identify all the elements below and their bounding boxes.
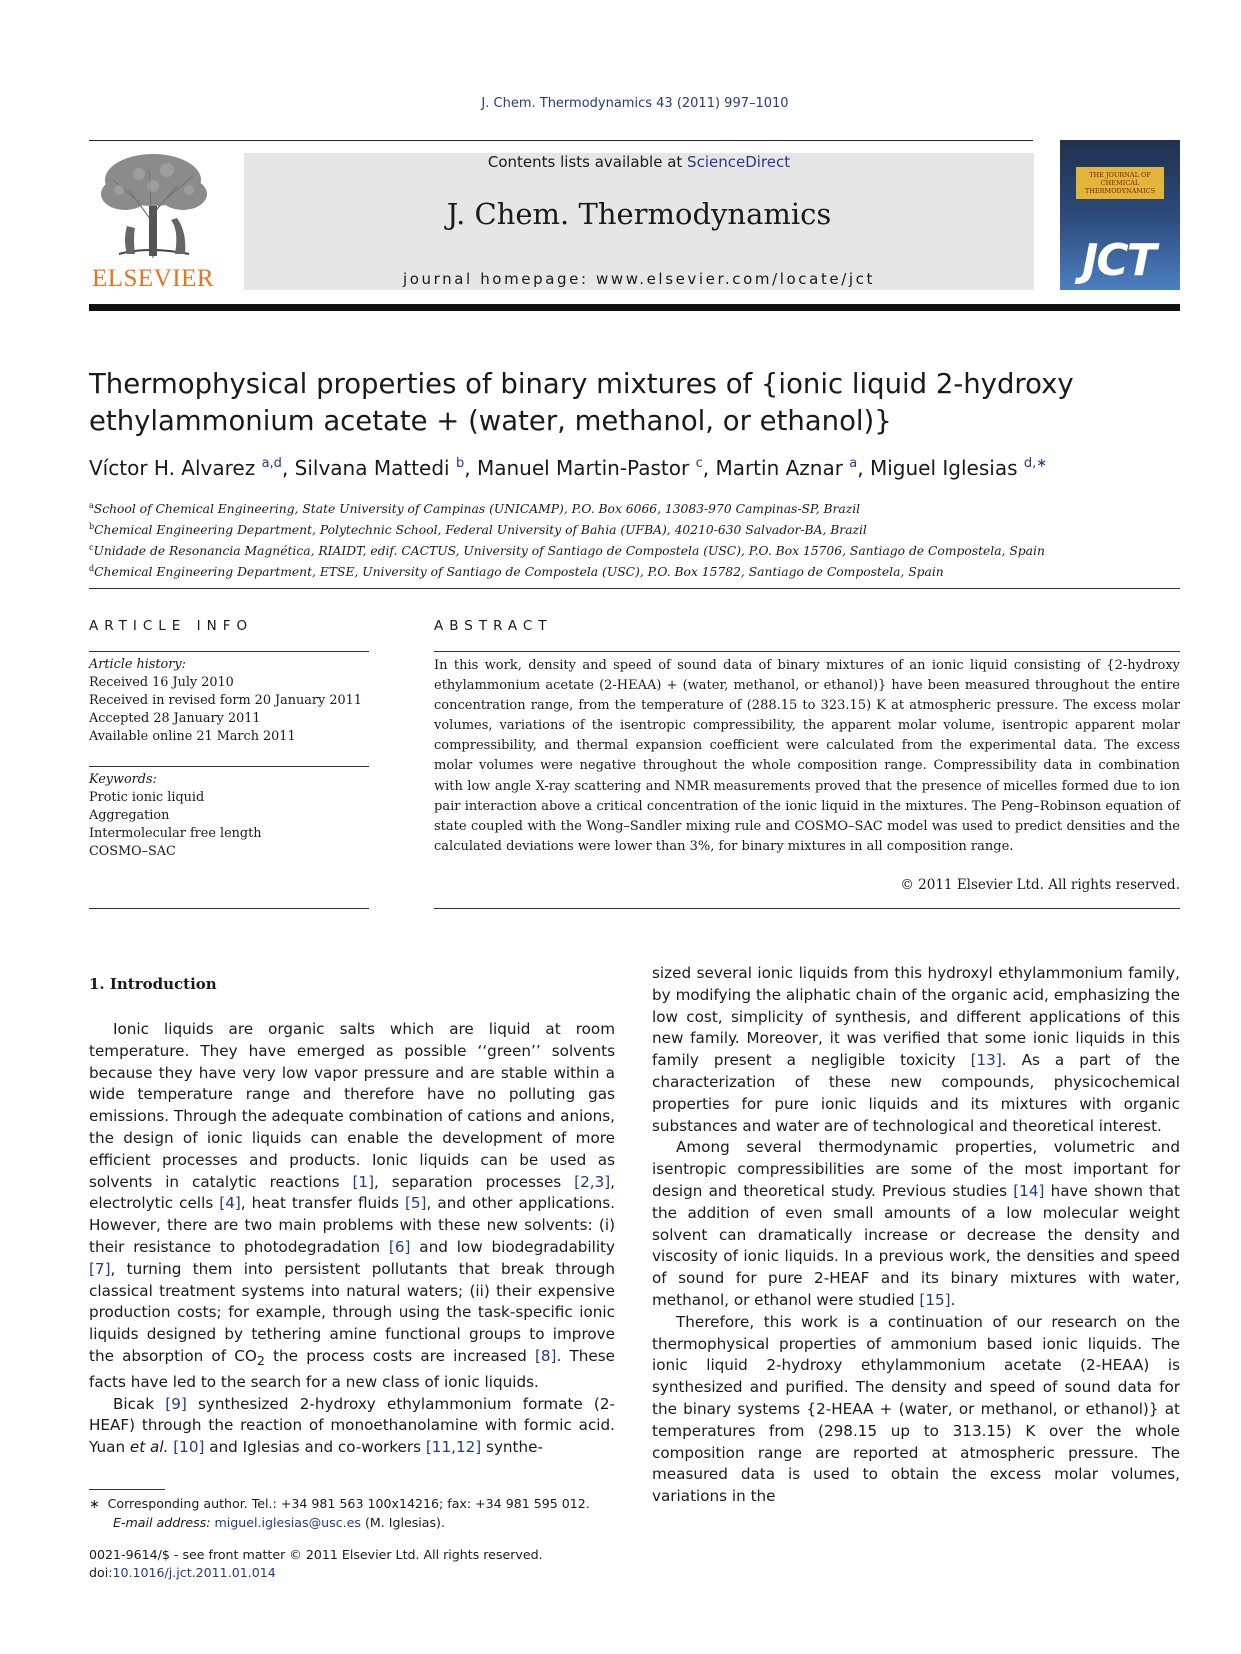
history-rule — [89, 766, 369, 767]
doi-link[interactable]: 10.1016/j.jct.2011.01.014 — [112, 1565, 276, 1580]
history-label: Article history: — [89, 657, 186, 672]
author-affil-link[interactable]: a,d — [261, 456, 282, 471]
email-label: E-mail address: — [113, 1515, 215, 1530]
journal-cover[interactable] — [1060, 140, 1180, 290]
article-history — [89, 656, 379, 746]
corresponding-author-footnote — [89, 1494, 649, 1532]
reference-link[interactable]: [15] — [919, 1290, 951, 1309]
affiliation-item — [89, 539, 1189, 560]
affiliation-text: School of Chemical Engineering, State University of Campinas (UNICAMP), P.O. Box 6066, 13083-970 Campinas-SP, Brazil — [93, 502, 861, 516]
affiliation-item — [89, 518, 1189, 539]
article-info-heading: ARTICLE INFO — [89, 618, 254, 634]
author-name[interactable]: Miguel Iglesias — [869, 456, 1018, 480]
affiliation-mark: a — [89, 501, 94, 510]
affiliation-item — [89, 497, 1189, 518]
reference-link[interactable]: [13] — [970, 1051, 1002, 1070]
cover-title: THE JOURNAL OF CHEMICAL THERMODYNAMICS — [1076, 167, 1164, 199]
reference-link[interactable]: [10] — [173, 1438, 205, 1457]
history-item: Available online 21 March 2011 — [89, 729, 296, 744]
keyword-item: Protic ionic liquid — [89, 790, 205, 805]
abstract-text: In this work, density and speed of sound data of binary mixtures of an ionic liquid consisting of {2-hydroxy ethylammonium acetate (2-HEAA) + (water, methanol, or ethanol)} have been measured throughout the entire concentration range, from the temperature of (288.15 to 323.15) K at atmospheric pressure. The excess molar volumes, variations of the isentropic compressibility, the apparent molar volume, isentropic apparent molar compressibility, and thermal expansion coefficient were calculated from the experimental data. The excess molar volumes were negative throughout the whole composition range. Compressibility data in combination with low angle X-ray scattering and NMR measurements proved that the presence of micelles formed due to ion pair interaction above a critical concentration of the ionic liquid in the mixtures. The Peng–Robinson equation of state coupled with the Wong–Sandler mixing rule and COSMO–SAC model was used to predict densities and the calculated deviations were lower than 3%, for binary mixtures in all composition range. — [434, 658, 1180, 854]
author-separator: , — [857, 456, 870, 480]
reference-link[interactable]: [1] — [352, 1172, 374, 1191]
affiliation-item — [89, 560, 1189, 581]
abstract-rule — [434, 651, 1180, 652]
body-paragraph: Therefore, this work is a continuation of our research on the thermophysical properties of ammonium based ionic liquids. The ionic liquid 2-hydroxy ethylammonium acetate (2-HEAA) is synthesized and purified. The density and speed of sound data for the binary systems {2-HEAA + (water, or methanol, or ethanol)} at temperatures from (298.15 up to 313.15) K over the whole composition range are reported at atmospheric pressure. The measured data is used to obtain the excess molar volumes, variations in the — [652, 1312, 1180, 1506]
body-paragraph: sized several ionic liquids from this hydroxyl ethylammonium family, by modifying the aliphatic chain of the organic acid, emphasizing the low cost, simplicity of synthesis, and different applications of this new family. Moreover, it was verified that some ionic liquids in this family present a negligible toxicity [13]. As a part of the characterization of these new compounds, physicochemical properties for pure ionic liquids and its mixtures with organic substances and water are of technological and theoretical interest. — [652, 964, 1180, 1135]
author-separator: , — [702, 456, 716, 480]
body-column-left — [89, 1019, 615, 1459]
footnote-line — [89, 1494, 649, 1513]
front-matter-line: 0021-9614/$ - see front matter © 2011 Elsevier Ltd. All rights reserved. — [89, 1547, 543, 1562]
reference-link[interactable]: [2,3] — [574, 1172, 611, 1191]
affiliation-mark: b — [89, 522, 95, 531]
author-name[interactable]: Manuel Martin-Pastor — [476, 456, 690, 480]
reference-link[interactable]: [7] — [89, 1259, 111, 1278]
history-item: Accepted 28 January 2011 — [89, 711, 261, 726]
affiliation-text: Chemical Engineering Department, Polytechnic School, Federal University of Bahia (UFBA), 40210-630 Salvador-BA, Brazil — [94, 523, 867, 537]
contents-lists-line — [244, 153, 1034, 171]
elsevier-logo[interactable] — [89, 150, 217, 293]
elsevier-tree-icon — [89, 150, 217, 262]
journal-name: J. Chem. Thermodynamics — [446, 197, 832, 231]
elsevier-wordmark: ELSEVIER — [91, 265, 215, 292]
cover-logo: JCT — [1082, 235, 1155, 286]
contents-prefix: Contents lists available at — [487, 153, 688, 171]
reference-link[interactable]: [6] — [388, 1237, 411, 1256]
footnote-rule — [89, 1489, 165, 1490]
header-rule — [89, 140, 1033, 141]
keywords-block — [89, 771, 379, 861]
keywords-label: Keywords: — [89, 772, 157, 787]
abstract-copyright: © 2011 Elsevier Ltd. All rights reserved. — [900, 877, 1180, 893]
sciencedirect-link[interactable]: ScienceDirect — [687, 153, 791, 171]
author-separator: , — [281, 456, 295, 480]
abstract-bottom-rule — [434, 908, 1180, 909]
author-name[interactable]: Martin Aznar — [715, 456, 843, 480]
body-column-right — [652, 963, 1180, 1508]
article-info-bottom-rule — [89, 908, 369, 909]
reference-link[interactable]: [11,12] — [425, 1438, 482, 1457]
abstract-heading: ABSTRACT — [434, 618, 553, 634]
author-affil-link[interactable]: c — [695, 456, 703, 471]
article-title: Thermophysical properties of binary mixtures of {ionic liquid 2-hydroxy ethylammonium acetate + (water, methanol, or ethanol)} — [89, 368, 1074, 437]
email-link[interactable]: miguel.iglesias@usc.es — [214, 1515, 361, 1530]
author-name[interactable]: Víctor H. Alvarez — [89, 456, 256, 480]
email-suffix: (M. Iglesias). — [360, 1515, 445, 1530]
reference-link[interactable]: [5] — [404, 1194, 427, 1213]
article-info-rule — [89, 651, 369, 652]
author-affil-link[interactable]: a — [849, 456, 858, 471]
affiliation-text: Chemical Engineering Department, ETSE, University of Santiago de Compostela (USC), P.O. Box 15782, Santiago de Compostela, Spain — [94, 565, 944, 579]
author-affil-link[interactable]: b — [455, 456, 465, 471]
affiliation-mark: c — [89, 543, 94, 552]
keyword-item: COSMO–SAC — [89, 844, 176, 859]
reference-link[interactable]: [14] — [1013, 1181, 1045, 1200]
author-name[interactable]: Silvana Mattedi — [294, 456, 450, 480]
keyword-item: Aggregation — [89, 808, 170, 823]
keyword-item: Intermolecular free length — [89, 826, 262, 841]
footnote-email-line — [89, 1513, 649, 1532]
front-matter-rule — [89, 588, 1180, 589]
footnote-marker: ∗ — [89, 1496, 100, 1511]
reference-link[interactable]: [9] — [165, 1394, 187, 1413]
author-affil-link[interactable]: d,∗ — [1023, 456, 1048, 471]
section-title: 1. Introduction — [89, 975, 217, 993]
reference-link[interactable]: [4] — [219, 1194, 241, 1213]
history-item: Received in revised form 20 January 2011 — [89, 693, 362, 708]
journal-citation[interactable]: J. Chem. Thermodynamics 43 (2011) 997–1010 — [481, 96, 789, 111]
reference-link[interactable]: [8] — [534, 1346, 557, 1365]
author-separator: , — [464, 456, 477, 480]
doi-label: doi: — [89, 1565, 113, 1580]
affiliation-list — [89, 497, 1189, 581]
body-paragraph: Among several thermodynamic properties, volumetric and isentropic compressibilities are some of the most important for design and theoretical study. Previous studies [14] have shown that the addition of even small amounts of a low molecular weight solvent can dramatically increase or decrease the density and viscosity of ionic liquids. In a previous work, the densities and speed of sound for pure 2-HEAF and its binary mixtures with water, methanol, or ethanol were studied [15]. — [652, 1138, 1180, 1309]
journal-homepage-link[interactable]: journal homepage: www.elsevier.com/locate/jct — [403, 270, 875, 288]
front-matter-footer — [89, 1546, 649, 1582]
affiliation-text: Unidade de Resonancia Magnética, RIAIDT, edif. CACTUS, University of Santiago de Compostela (USC), P.O. Box 15706, Santiago de Compostela, Spain — [93, 544, 1045, 558]
footnote-text: Corresponding author. Tel.: +34 981 563 100x14216; fax: +34 981 595 012. — [107, 1496, 590, 1511]
body-paragraph: Ionic liquids are organic salts which are liquid at room temperature. They have emerged as possible ‘‘green’’ solvents because they have very low vapor pressure and are stable within a wide temperature range and therefore have no polluting gas emissions. Through the adequate combination of cations and anions, the design of ionic liquids can enable the development of more efficient processes and products. Ionic liquids can be used as solvents in catalytic reactions [1], separation processes [2,3], electrolytic cells [4], heat transfer fluids [5], and other applications. However, there are two main problems with these new solvents: (i) their resistance to photodegradation [6] and low biodegradability [7], turning them into persistent pollutants that break through classical treatment systems into natural waters; (ii) their expensive production costs; for example, through using the task-specific ionic liquids designed by tethering amine functional groups to improve the absorption of $CO_2$ the process costs are increased [8]. These facts have led to the search for a new class of ionic liquids. — [89, 1020, 616, 1391]
journal-masthead — [244, 153, 1034, 290]
body-paragraph: Bicak [9] synthesized 2-hydroxy ethylammonium formate (2-HEAF) through the reaction of monoethanolamine with formic acid. Yuan et al. [10] and Iglesias and co-workers [11,12] synthe- — [89, 1394, 615, 1457]
affiliation-mark: d — [89, 564, 95, 573]
history-item: Received 16 July 2010 — [89, 675, 234, 690]
masthead-rule — [89, 304, 1180, 311]
doi-line — [89, 1564, 649, 1582]
author-list — [89, 456, 1189, 480]
